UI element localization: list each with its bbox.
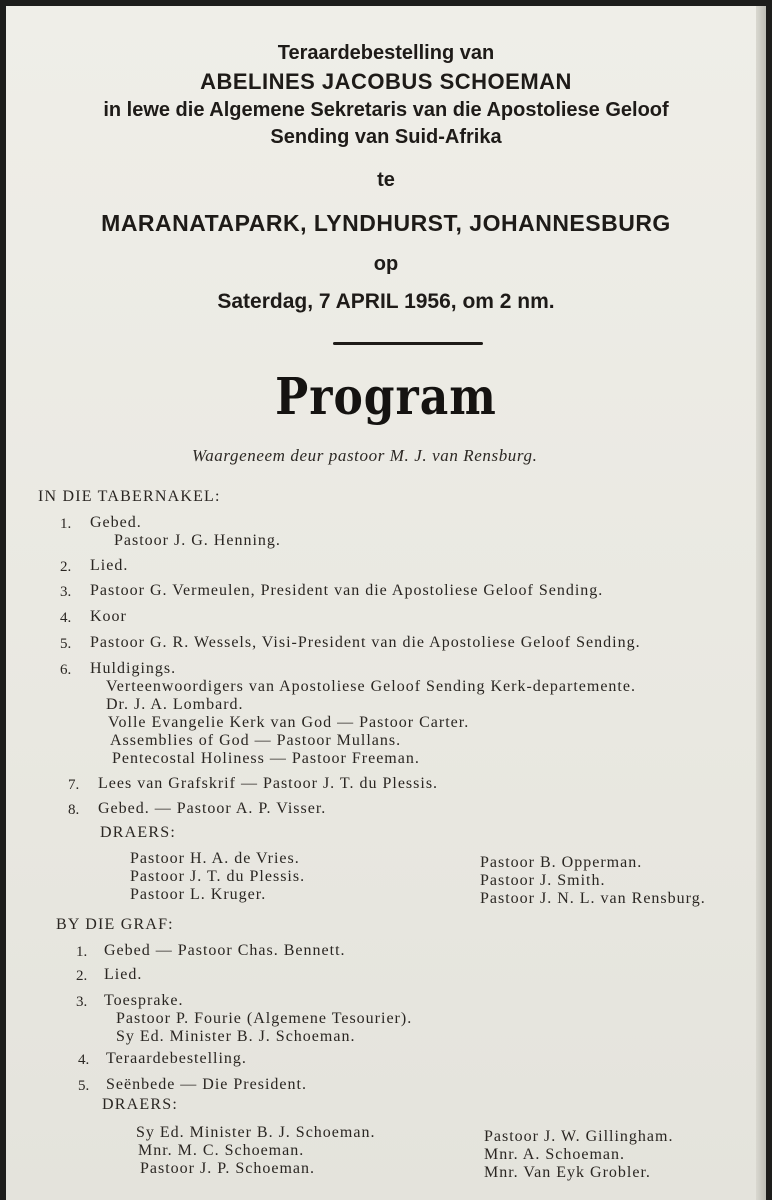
item-sub: Dr. J. A. Lombard. (106, 696, 244, 713)
section-heading-graf: BY DIE GRAF: (56, 916, 174, 933)
bearer-name: Pastoor L. Kruger. (130, 886, 267, 903)
item-sub: Pastoor J. G. Henning. (114, 532, 281, 549)
item-text: Teraardebestelling. (106, 1050, 247, 1067)
item-text: Gebed. — Pastoor A. P. Visser. (98, 800, 327, 817)
item-text: Koor (90, 608, 127, 625)
item-text: Huldigings. (90, 660, 177, 677)
item-number: 3. (60, 584, 72, 600)
bearers-label: DRAERS: (102, 1096, 178, 1113)
item-number: 5. (60, 636, 72, 652)
item-text: Toesprake. (104, 992, 184, 1009)
bearer-name: Pastoor H. A. de Vries. (130, 850, 300, 867)
item-number: 8. (68, 802, 80, 818)
item-text: Lied. (90, 557, 129, 574)
item-number: 1. (60, 516, 72, 532)
bearer-name: Mnr. Van Eyk Grobler. (484, 1164, 651, 1181)
bearer-name: Pastoor J. Smith. (480, 872, 606, 889)
item-number: 5. (78, 1078, 90, 1094)
header-line-4: Sending van Suid-Afrika (270, 126, 502, 148)
header-line-3: in lewe die Algemene Sekretaris van die Apostoliese Geloof (103, 99, 669, 121)
bearer-name: Mnr. M. C. Schoeman. (138, 1142, 305, 1159)
item-text: Lees van Grafskrif — Pastoor J. T. du Plessis. (98, 775, 439, 792)
item-sub: Assemblies of God — Pastoor Mullans. (110, 732, 402, 749)
item-number: 1. (76, 944, 88, 960)
venue: MARANATAPARK, LYNDHURST, JOHANNESBURG (101, 210, 671, 236)
divider-rule (333, 342, 483, 345)
item-number: 6. (60, 662, 72, 678)
bearers-label: DRAERS: (100, 824, 176, 841)
bearer-name: Pastoor J. P. Schoeman. (140, 1160, 315, 1177)
item-number: 4. (60, 610, 72, 626)
item-text: Gebed. (90, 514, 142, 531)
bearer-name: Pastoor J. N. L. van Rensburg. (480, 890, 706, 907)
item-number: 2. (76, 968, 88, 984)
bearer-name: Pastoor J. T. du Plessis. (130, 868, 306, 885)
item-text: Seënbede — Die President. (106, 1076, 307, 1093)
header-line-5: te (377, 169, 395, 191)
item-number: 7. (68, 777, 80, 793)
item-sub: Volle Evangelie Kerk van God — Pastoor Carter. (108, 714, 470, 731)
item-text: Pastoor G. Vermeulen, President van die Apostoliese Geloof Sending. (90, 582, 604, 599)
date-line: Saterdag, 7 APRIL 1956, om 2 nm. (217, 290, 555, 313)
program-title: Program (275, 368, 497, 427)
item-text: Lied. (104, 966, 143, 983)
header (6, 42, 766, 314)
header-line-1: Teraardebestelling van (277, 42, 495, 64)
item-text: Gebed — Pastoor Chas. Bennett. (104, 942, 346, 959)
bearer-name: Pastoor J. W. Gillingham. (484, 1128, 674, 1145)
item-number: 2. (60, 559, 72, 575)
item-number: 3. (76, 994, 88, 1010)
officiant-line: Waargeneem deur pastoor M. J. van Rensburg. (192, 446, 538, 465)
section-heading-tabernakel: IN DIE TABERNAKEL: (38, 488, 221, 505)
bearer-name: Sy Ed. Minister B. J. Schoeman. (136, 1124, 376, 1141)
bearer-name: Pastoor B. Opperman. (480, 854, 643, 871)
deceased-name: ABELINES JACOBUS SCHOEMAN (200, 69, 572, 94)
item-number: 4. (78, 1052, 90, 1068)
item-sub: Pentecostal Holiness — Pastoor Freeman. (112, 750, 420, 767)
program-sheet (6, 6, 766, 1200)
item-sub: Sy Ed. Minister B. J. Schoeman. (116, 1028, 356, 1045)
header-line-7: op (373, 253, 399, 275)
item-sub: Verteenwoordigers van Apostoliese Geloof Sending Kerk-departemente. (106, 678, 636, 695)
bearer-name: Mnr. A. Schoeman. (484, 1146, 625, 1163)
item-sub: Pastoor P. Fourie (Algemene Tesourier). (116, 1010, 413, 1027)
item-text: Pastoor G. R. Wessels, Visi-President van die Apostoliese Geloof Sending. (90, 634, 641, 651)
